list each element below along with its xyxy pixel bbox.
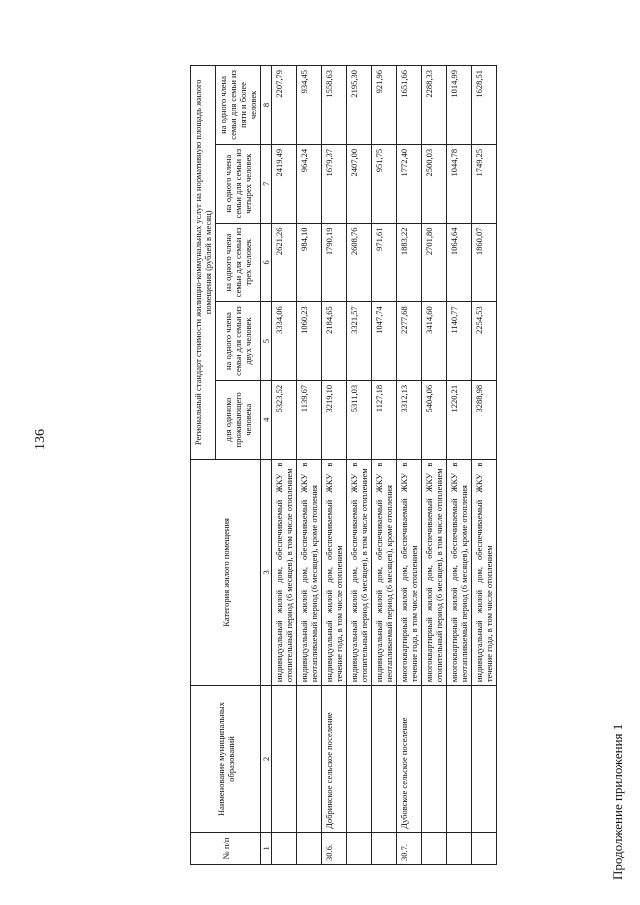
table-row	[272, 66, 297, 865]
row-number	[447, 832, 472, 864]
col-index: 5	[261, 302, 272, 381]
table-row	[472, 66, 497, 865]
value-cell: 1651,66	[397, 66, 422, 145]
municipality-name	[347, 686, 372, 833]
value-cell: 1140,77	[447, 302, 472, 381]
value-cell: 1064,64	[447, 223, 472, 302]
municipality-name	[297, 686, 322, 833]
category-cell: индивидуальный жилой дом, обеспечиваемый ЖКУ в неотапливаемый период (6 месяцев), кроме отопления	[297, 459, 322, 686]
value-cell: 1772,40	[397, 144, 422, 223]
row-number	[272, 832, 297, 864]
value-cell: 1139,67	[297, 380, 322, 459]
row-number	[422, 832, 447, 864]
value-cell: 3288,98	[472, 380, 497, 459]
row-number	[472, 832, 497, 864]
value-cell: 3414,60	[422, 302, 447, 381]
municipality-name	[372, 686, 397, 833]
value-cell: 2608,76	[347, 223, 372, 302]
value-cell: 2500,03	[422, 144, 447, 223]
municipality-name	[272, 686, 297, 833]
value-cell: 2184,65	[322, 302, 347, 381]
table-row	[347, 66, 372, 865]
col-index: 8	[261, 66, 272, 145]
header-sub-1: для одиноко проживающего человека	[216, 380, 261, 459]
col-index: 3	[261, 459, 272, 686]
header-sub-3: на одного члена семьи для семьи из трех человек	[216, 223, 261, 302]
value-cell: 921,96	[372, 66, 397, 145]
value-cell: 1679,37	[322, 144, 347, 223]
value-cell: 1047,74	[372, 302, 397, 381]
value-cell: 984,10	[297, 223, 322, 302]
table-row	[447, 66, 472, 865]
col-index: 1	[261, 832, 272, 864]
municipality-name	[422, 686, 447, 833]
value-cell: 1044,78	[447, 144, 472, 223]
value-cell: 1860,07	[472, 223, 497, 302]
col-index: 4	[261, 380, 272, 459]
value-cell: 5311,03	[347, 380, 372, 459]
value-cell: 951,75	[372, 144, 397, 223]
value-cell: 1014,99	[447, 66, 472, 145]
category-cell: индивидуальный жилой дом, обеспечиваемый ЖКУ в течение года, в том числе отоплением	[322, 459, 347, 686]
value-cell: 971,61	[372, 223, 397, 302]
value-cell: 2407,00	[347, 144, 372, 223]
table-row	[372, 66, 397, 865]
category-cell: индивидуальный жилой дом, обеспечиваемый ЖКУ в течение года, в том числе отоплением	[472, 459, 497, 686]
row-number: 30.6.	[322, 832, 347, 864]
municipality-name: Добринское сельское поселение	[322, 686, 347, 833]
municipality-name	[472, 686, 497, 833]
row-number: 30.7.	[397, 832, 422, 864]
category-cell: многоквартирный жилой дом, обеспечиваемый ЖКУ в течение года, в том числе отоплением	[397, 459, 422, 686]
table-row	[397, 66, 422, 865]
column-index-row	[261, 66, 272, 865]
value-cell: 1220,21	[447, 380, 472, 459]
category-cell: индивидуальный жилой дом, обеспечиваемый ЖКУ в отопительный период (6 месяцев), в том числе отоплением	[272, 459, 297, 686]
header-num: № п/п	[191, 832, 261, 864]
header-standard: Региональный стандарт стоимости жилищно-коммунальных услуг на нормативную площадь жилого помещения (рублей в месяц)	[191, 66, 216, 460]
continuation-label: Продолжение приложения 1	[610, 723, 625, 880]
value-cell: 2207,79	[272, 66, 297, 145]
value-cell: 1883,22	[397, 223, 422, 302]
header-category: Категория жилого помещения	[191, 459, 261, 686]
value-cell: 934,45	[297, 66, 322, 145]
value-cell: 2288,33	[422, 66, 447, 145]
value-cell: 3334,06	[272, 302, 297, 381]
value-cell: 2419,49	[272, 144, 297, 223]
value-cell: 2195,30	[347, 66, 372, 145]
value-cell: 3219,10	[322, 380, 347, 459]
row-number	[372, 832, 397, 864]
table-row	[322, 66, 347, 865]
tariff-table	[190, 65, 497, 865]
table-body	[272, 66, 497, 865]
header-sub-5: на одного члена семьи для семьи из пяти и более человек	[216, 66, 261, 145]
row-number	[297, 832, 322, 864]
municipality-name	[447, 686, 472, 833]
header-municipality: Наименование муниципальных образований	[191, 686, 261, 833]
value-cell: 5404,06	[422, 380, 447, 459]
value-cell: 964,24	[297, 144, 322, 223]
row-number	[347, 832, 372, 864]
value-cell: 5323,52	[272, 380, 297, 459]
category-cell: индивидуальный жилой дом, обеспечиваемый ЖКУ в неотапливаемый период (6 месяцев), кроме отопления	[372, 459, 397, 686]
col-index: 7	[261, 144, 272, 223]
page-number: 136	[33, 429, 48, 450]
table-row	[297, 66, 322, 865]
col-index: 6	[261, 223, 272, 302]
category-cell: индивидуальный жилой дом, обеспечиваемый ЖКУ в отопительный период (6 месяцев), в том числе отоплением	[347, 459, 372, 686]
value-cell: 1558,63	[322, 66, 347, 145]
value-cell: 2277,68	[397, 302, 422, 381]
value-cell: 3321,57	[347, 302, 372, 381]
municipality-name: Дубовское сельское поселение	[397, 686, 422, 833]
header-sub-4: на одного члена семьи для семьи из четырех человек	[216, 144, 261, 223]
value-cell: 2254,53	[472, 302, 497, 381]
value-cell: 2621,26	[272, 223, 297, 302]
value-cell: 1790,19	[322, 223, 347, 302]
value-cell: 1628,51	[472, 66, 497, 145]
value-cell: 2701,80	[422, 223, 447, 302]
value-cell: 3312,13	[397, 380, 422, 459]
table-row	[422, 66, 447, 865]
header-sub-2: на одного члена семьи для семьи из двух человек	[216, 302, 261, 381]
value-cell: 1749,25	[472, 144, 497, 223]
value-cell: 1060,23	[297, 302, 322, 381]
value-cell: 1127,18	[372, 380, 397, 459]
col-index: 2	[261, 686, 272, 833]
category-cell: многоквартирный жилой дом, обеспечиваемый ЖКУ в неотапливаемый период (6 месяцев), кроме отопления	[447, 459, 472, 686]
table-container	[190, 65, 605, 865]
category-cell: многоквартирный жилой дом, обеспечиваемый ЖКУ в отопительный период (6 месяцев), в том числе отоплением	[422, 459, 447, 686]
